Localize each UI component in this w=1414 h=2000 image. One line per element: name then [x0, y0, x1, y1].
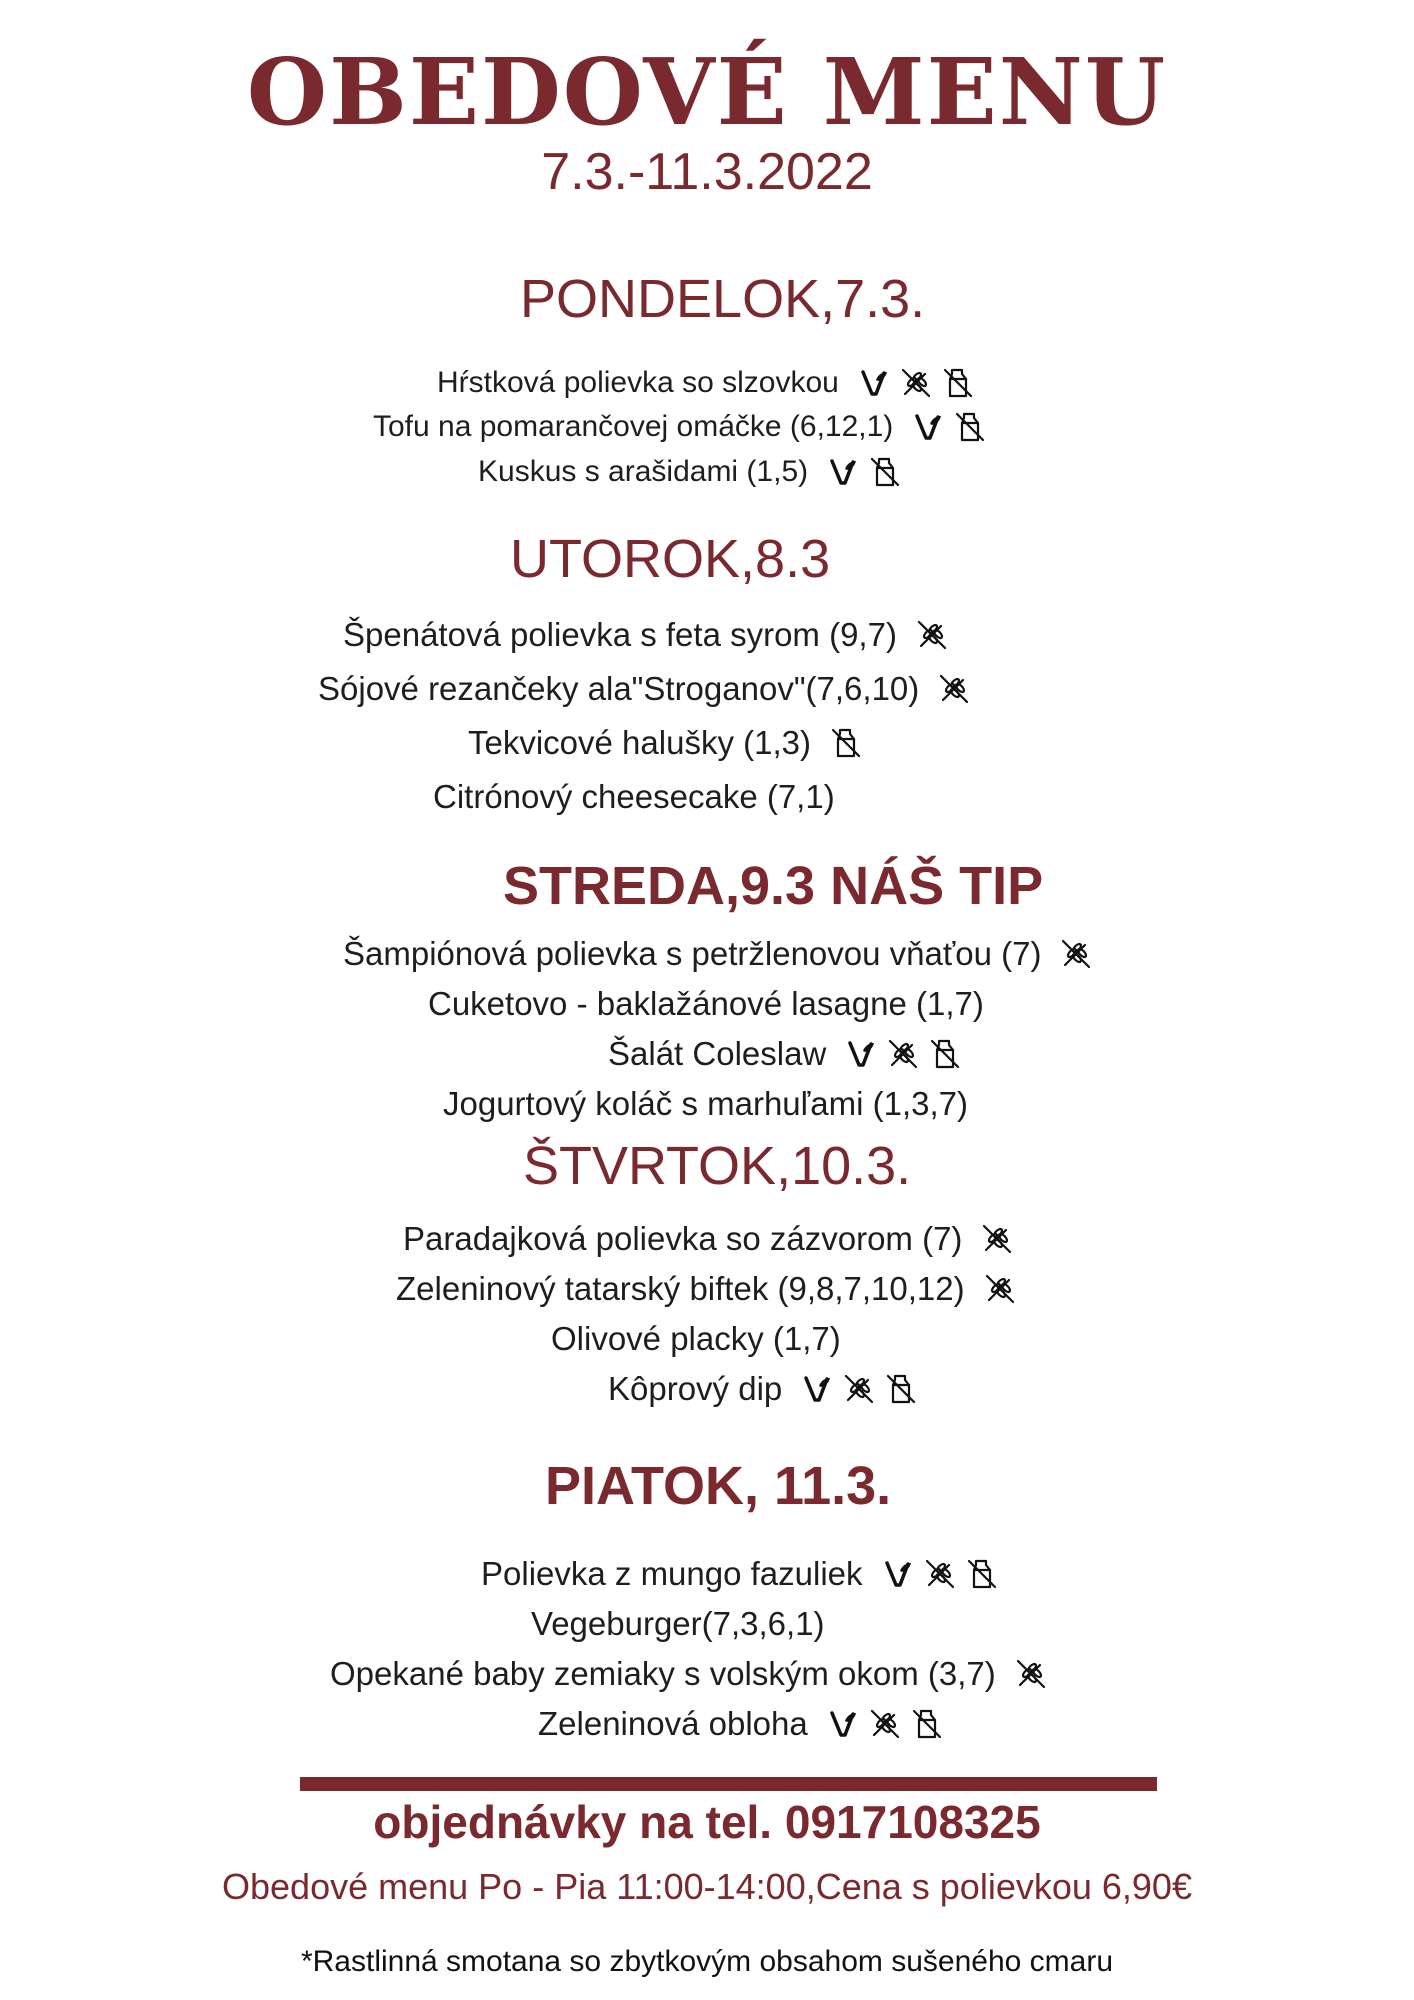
gluten-free-icon [842, 1372, 876, 1406]
day-heading-friday: PIATOK, 11.3. [545, 1456, 892, 1516]
order-phone: objednávky na tel. 0917108325 [373, 1796, 1041, 1848]
vegan-icon [881, 1557, 915, 1591]
dish-item: Vegeburger(7,3,6,1) [531, 1605, 825, 1642]
dish-item: Tekvicové halušky (1,3) [468, 724, 863, 762]
dish-icons [1014, 1657, 1048, 1691]
dish-icons [983, 1272, 1017, 1306]
vegan-icon [800, 1372, 834, 1406]
menu-title: OBEDOVÉ MENU [246, 38, 1168, 146]
vegan-icon [911, 410, 945, 444]
gluten-free-icon [886, 1037, 920, 1071]
lactose-free-icon [965, 1557, 999, 1591]
dish-icons [844, 1037, 962, 1071]
lactose-free-icon [910, 1707, 944, 1741]
dish-item: Šampiónová polievka s petržlenovou vňaťou (7) [343, 935, 1093, 973]
dish-item: Hŕstková polievka so slzovkou [437, 366, 975, 400]
dish-item: Olivové placky (1,7) [551, 1320, 841, 1357]
lactose-free-icon [953, 410, 987, 444]
dish-icons [911, 410, 987, 444]
gluten-free-icon [980, 1222, 1014, 1256]
lactose-free-icon [884, 1372, 918, 1406]
footer-divider [300, 1777, 1157, 1791]
dish-item: Sójové rezančeky ala"Stroganov"(7,6,10) [318, 670, 971, 708]
dish-icons [826, 1707, 944, 1741]
vegan-icon [844, 1037, 878, 1071]
dish-icons [1059, 937, 1093, 971]
dish-item: Špenátová polievka s feta syrom (9,7) [343, 616, 949, 654]
dish-item: Paradajková polievka so zázvorom (7) [403, 1220, 1014, 1258]
lactose-free-icon [829, 726, 863, 760]
gluten-free-icon [983, 1272, 1017, 1306]
dish-item: Šalát Coleslaw [608, 1035, 962, 1073]
footnote: *Rastlinná smotana so zbytkovým obsahom sušeného cmaru [300, 1945, 1114, 1978]
dish-item: Opekané baby zemiaky s volským okom (3,7) [330, 1655, 1048, 1693]
gluten-free-icon [937, 672, 971, 706]
dish-item: Citrónový cheesecake (7,1) [433, 778, 835, 815]
dish-icons [881, 1557, 999, 1591]
dish-item: Cuketovo - baklažánové lasagne (1,7) [428, 985, 984, 1022]
day-heading-tuesday: UTOROK,8.3 [510, 529, 831, 589]
vegan-icon [826, 1707, 860, 1741]
gluten-free-icon [1059, 937, 1093, 971]
dish-item: Kôprový dip [608, 1370, 918, 1408]
lactose-free-icon [928, 1037, 962, 1071]
dish-item: Kuskus s arašidami (1,5) [478, 455, 902, 489]
lactose-free-icon [941, 366, 975, 400]
vegan-icon [857, 366, 891, 400]
dish-item: Zeleninový tatarský biftek (9,8,7,10,12) [396, 1270, 1017, 1308]
dish-item: Jogurtový koláč s marhuľami (1,3,7) [443, 1085, 968, 1122]
gluten-free-icon [868, 1707, 902, 1741]
dish-icons [826, 455, 902, 489]
dish-icons [937, 672, 971, 706]
dish-item: Polievka z mungo fazuliek [481, 1555, 999, 1593]
gluten-free-icon [915, 618, 949, 652]
day-heading-wednesday: STREDA,9.3 NÁŠ TIP [503, 856, 1044, 916]
dish-item: Tofu na pomarančovej omáčke (6,12,1) [373, 410, 987, 444]
dish-icons [915, 618, 949, 652]
vegan-icon [826, 455, 860, 489]
dish-icons [857, 366, 975, 400]
dish-icons [829, 726, 863, 760]
dish-icons [980, 1222, 1014, 1256]
dish-icons [800, 1372, 918, 1406]
menu-hours-price: Obedové menu Po - Pia 11:00-14:00,Cena s polievkou 6,90€ [222, 1866, 1192, 1907]
gluten-free-icon [1014, 1657, 1048, 1691]
day-heading-thursday: ŠTVRTOK,10.3. [523, 1136, 912, 1196]
lactose-free-icon [868, 455, 902, 489]
gluten-free-icon [923, 1557, 957, 1591]
dish-item: Zeleninová obloha [538, 1705, 944, 1743]
day-heading-monday: PONDELOK,7.3. [520, 269, 926, 329]
menu-dates: 7.3.-11.3.2022 [541, 143, 873, 201]
gluten-free-icon [899, 366, 933, 400]
